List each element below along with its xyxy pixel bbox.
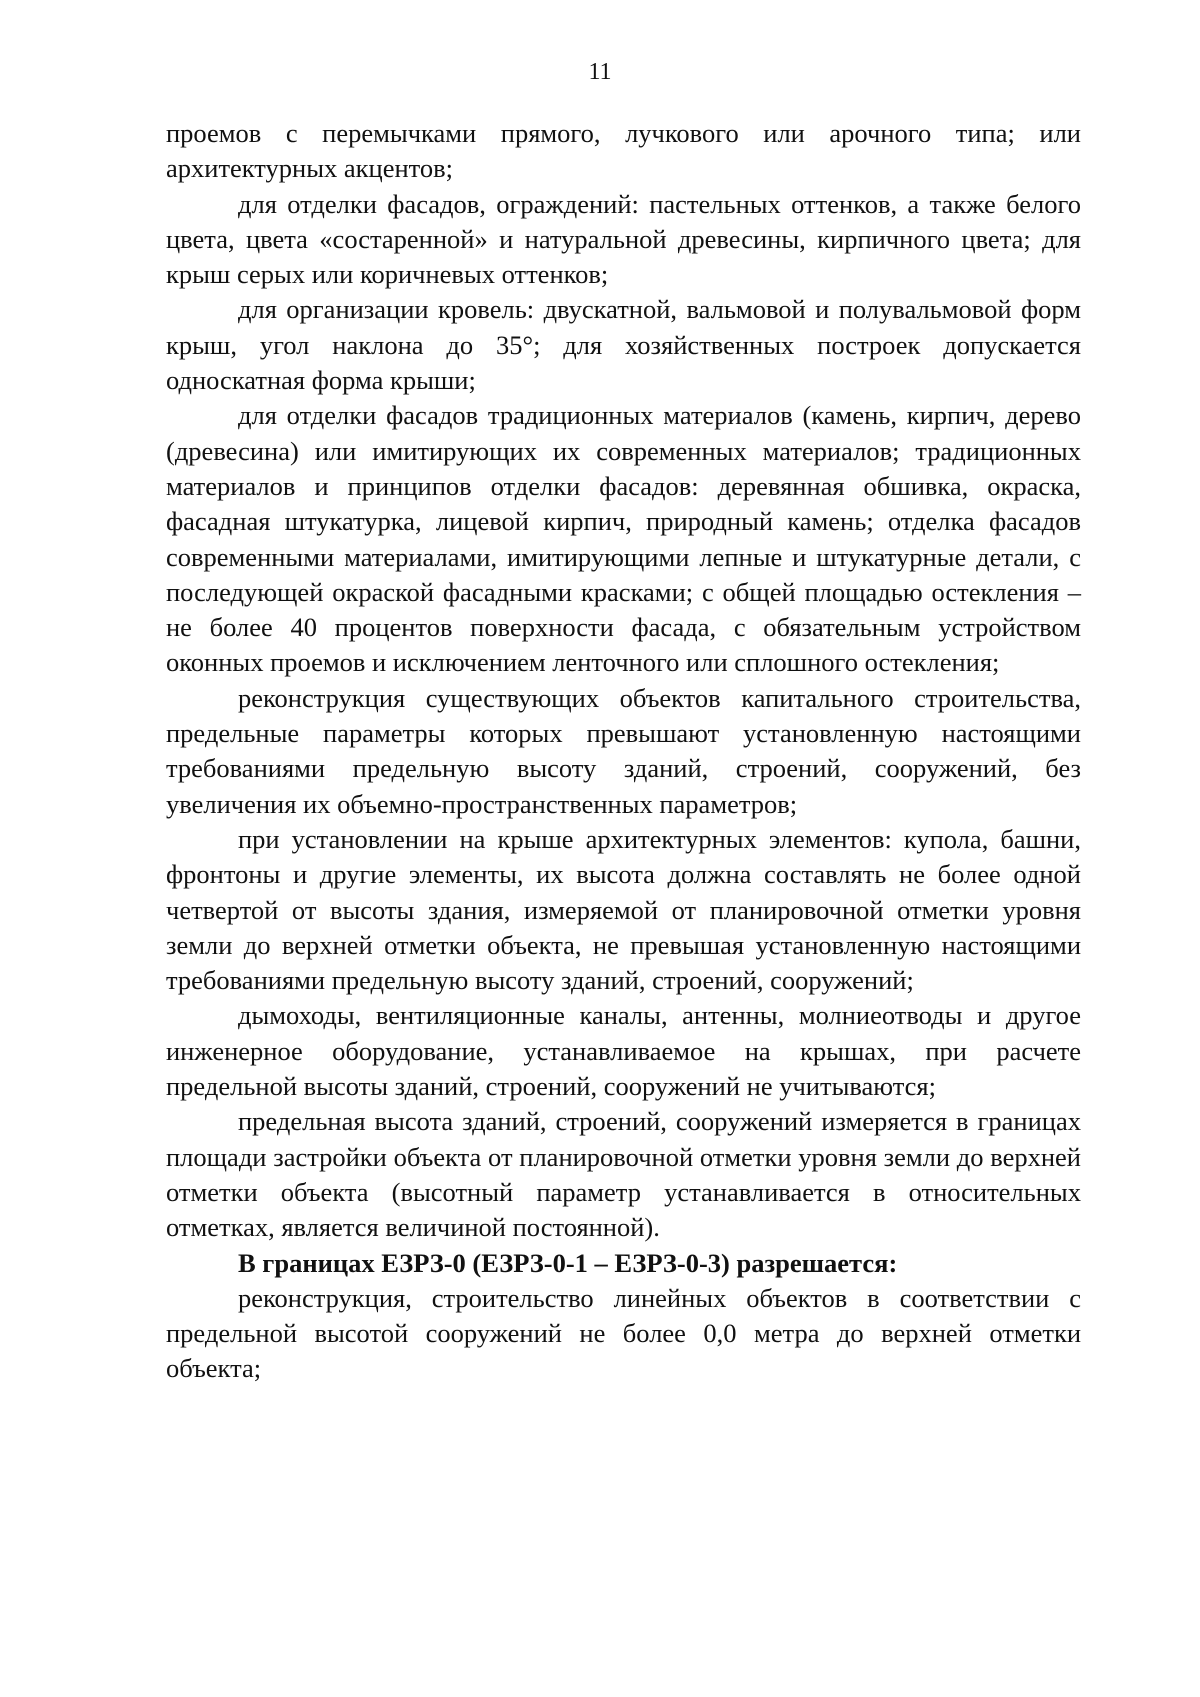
paragraph: реконструкция существующих объектов капитального строительства, предельные параметры которых превышают установленную настоящими требованиями предельную высоту зданий, строений, сооружений, без увеличения их объемно-пространственных параметров; bbox=[166, 682, 1081, 819]
paragraph: при установлении на крыше архитектурных элементов: купола, башни, фронтоны и другие элементы, их высота должна составлять не более одной четвертой от высоты здания, измеряемой от планировочной отметки уровня земли до верхней отметки объекта, не превышая установленную настоящими требованиями предельную высоту зданий, строений, сооружений; bbox=[166, 823, 1081, 996]
paragraph: предельная высота зданий, строений, сооружений измеряется в границах площади застройки объекта от планировочной отметки уровня земли до верхней отметки объекта (высотный параметр устанавливается в относительных отметках, является величиной постоянной). bbox=[166, 1106, 1081, 1243]
section-heading: В границах ЕЗРЗ-0 (ЕЗРЗ-0-1 – ЕЗРЗ-0-3) разрешается: bbox=[238, 1247, 898, 1278]
paragraph: для отделки фасадов традиционных материалов (камень, кирпич, дерево (древесина) или имитирующих их современных материалов; традиционных материалов и принципов отделки фасадов: деревянная обшивка, окраска, фасадная штукатурка, лицевой кирпич, природный камень; отделка фасадов современными материалами, имитирующими лепные и штукатурные детали, с последующей окраской фасадными красками; с общей площадью остекления – не более 40 процентов поверхности фасада, с обязательным устройством оконных проемов и исключением ленточного или сплошного остекления; bbox=[166, 400, 1081, 678]
page-number: 11 bbox=[588, 59, 612, 85]
paragraph: для организации кровель: двускатной, вальмовой и полувальмовой форм крыш, угол наклона до 35°; для хозяйственных построек допускается односкатная форма крыши; bbox=[166, 294, 1081, 396]
paragraph: для отделки фасадов, ограждений: пастельных оттенков, а также белого цвета, цвета «состаренной» и натуральной древесины, кирпичного цвета; для крыш серых или коричневых оттенков; bbox=[166, 188, 1081, 290]
paragraph-continuation: проемов с перемычками прямого, лучкового или арочного типа; или архитектурных акцентов; bbox=[166, 118, 1081, 184]
document-body bbox=[166, 116, 1081, 1387]
paragraph: дымоходы, вентиляционные каналы, антенны, молниеотводы и другое инженерное оборудование, устанавливаемое на крышах, при расчете предельной высоты зданий, строений, сооружений не учитываются; bbox=[166, 1000, 1081, 1102]
paragraph: реконструкция, строительство линейных объектов в соответствии с предельной высотой сооружений не более 0,0 метра до верхней отметки объекта; bbox=[166, 1282, 1081, 1384]
